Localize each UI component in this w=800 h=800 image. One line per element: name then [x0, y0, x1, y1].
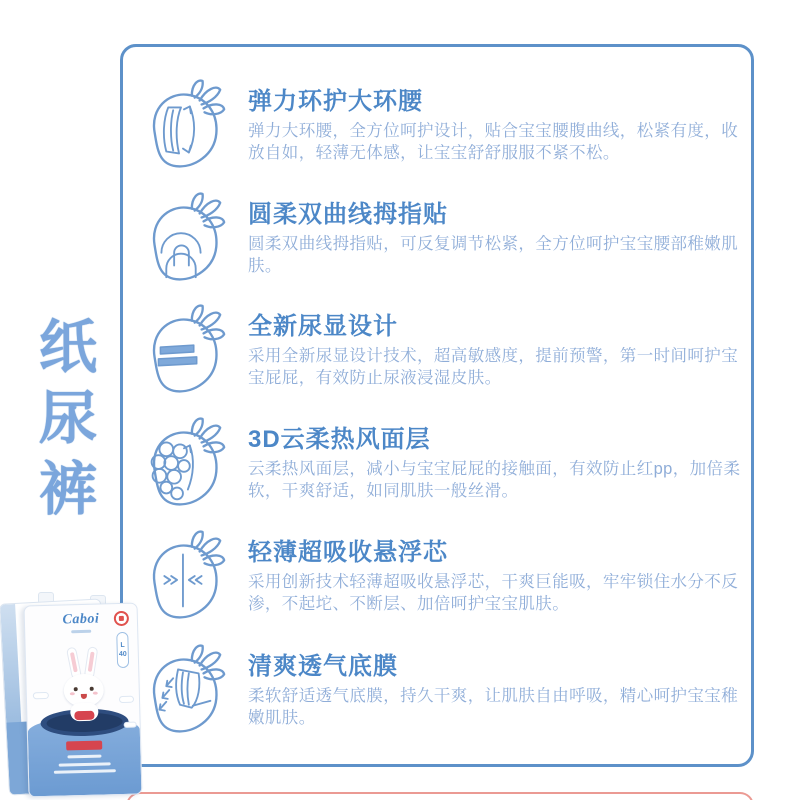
feature-title: 3D云柔热风面层 — [248, 426, 431, 453]
thumb-tab-carrot-icon — [132, 191, 230, 289]
feature-text — [248, 643, 746, 741]
feature-description: 采用创新技术轻薄超吸收悬浮芯，干爽巨能吸，牢牢锁住水分不反渗，不起坨、不断层、加倍呵护宝宝肌肤。 — [248, 573, 739, 613]
feature-description: 圆柔双曲线拇指贴，可反复调节松紧，全方位呵护宝宝腰部稚嫩肌肤。 — [248, 235, 739, 275]
feature-row-breathable-film — [132, 643, 746, 741]
brand-logo: Caboi — [62, 611, 100, 628]
rabbit-mascot — [60, 646, 108, 721]
feature-description: 弹力大环腰，全方位呵护设计，贴合宝宝腰腹曲线，松紧有度，收放自如，轻薄无体感，让宝宝舒舒服服不紧不松。 — [248, 122, 739, 162]
feature-title: 清爽透气底膜 — [248, 653, 398, 680]
feature-row-cloud-soft — [132, 416, 746, 514]
rabbit-blush — [70, 692, 75, 695]
rabbit-red-overalls — [74, 711, 94, 721]
cloud-decoration — [33, 692, 49, 699]
feature-text — [248, 529, 746, 627]
feature-title: 弹力环护大环腰 — [248, 88, 423, 115]
breathable-backsheet-carrot-icon — [132, 643, 230, 741]
feature-text — [248, 416, 746, 514]
feature-title: 圆柔双曲线拇指贴 — [248, 201, 448, 228]
cloud-soft-topsheet-carrot-icon — [132, 416, 230, 514]
rabbit-mouth — [81, 694, 87, 699]
package-front — [24, 603, 143, 798]
stretch-waistband-carrot-icon — [132, 78, 230, 176]
product-package — [4, 592, 146, 800]
cloud-decoration — [119, 696, 134, 703]
cloud-decoration — [124, 722, 137, 728]
size-badge-count: 40 — [118, 650, 127, 658]
band-red-label — [66, 741, 102, 751]
feature-description: 柔软舒适透气底膜，持久干爽，让肌肤自由呼吸，精心呵护宝宝稚嫩肌肤。 — [248, 687, 739, 727]
size-badge — [116, 632, 129, 668]
band-text-line — [59, 762, 111, 766]
feature-title: 全新尿显设计 — [248, 313, 398, 340]
feature-title: 轻薄超吸收悬浮芯 — [248, 539, 448, 566]
feature-row-slim-core — [132, 529, 746, 627]
next-section-divider — [126, 792, 754, 800]
feature-row-wetness-indicator — [132, 303, 746, 401]
wetness-indicator-carrot-icon — [132, 303, 230, 401]
feature-text — [248, 78, 746, 176]
band-text-line — [67, 755, 101, 759]
feature-text — [248, 303, 746, 401]
feature-description: 采用全新尿显设计技术，超高敏感度，提前预警，第一时间呵护宝宝屁屁，有效防止尿液浸湿皮肤。 — [248, 347, 739, 387]
feature-text — [248, 191, 746, 289]
feature-row-thumb-tab — [132, 191, 746, 289]
feature-description: 云柔热风面层，减小与宝宝屁屁的接触面，有效防止红pp，加倍柔软，干爽舒适，如同肌肤一般丝滑。 — [248, 460, 741, 500]
slim-core-carrot-icon — [132, 529, 230, 627]
size-badge-size: L — [120, 641, 125, 649]
rabbit-eye — [90, 687, 94, 691]
rabbit-blush — [93, 692, 98, 695]
band-text-line — [54, 769, 116, 773]
feature-row-elastic-waist — [132, 78, 746, 176]
logo-subtext-bar — [71, 630, 91, 634]
rabbit-eye — [74, 687, 78, 691]
vertical-product-title: 纸尿裤 — [38, 315, 97, 522]
rabbit-body — [70, 703, 98, 722]
